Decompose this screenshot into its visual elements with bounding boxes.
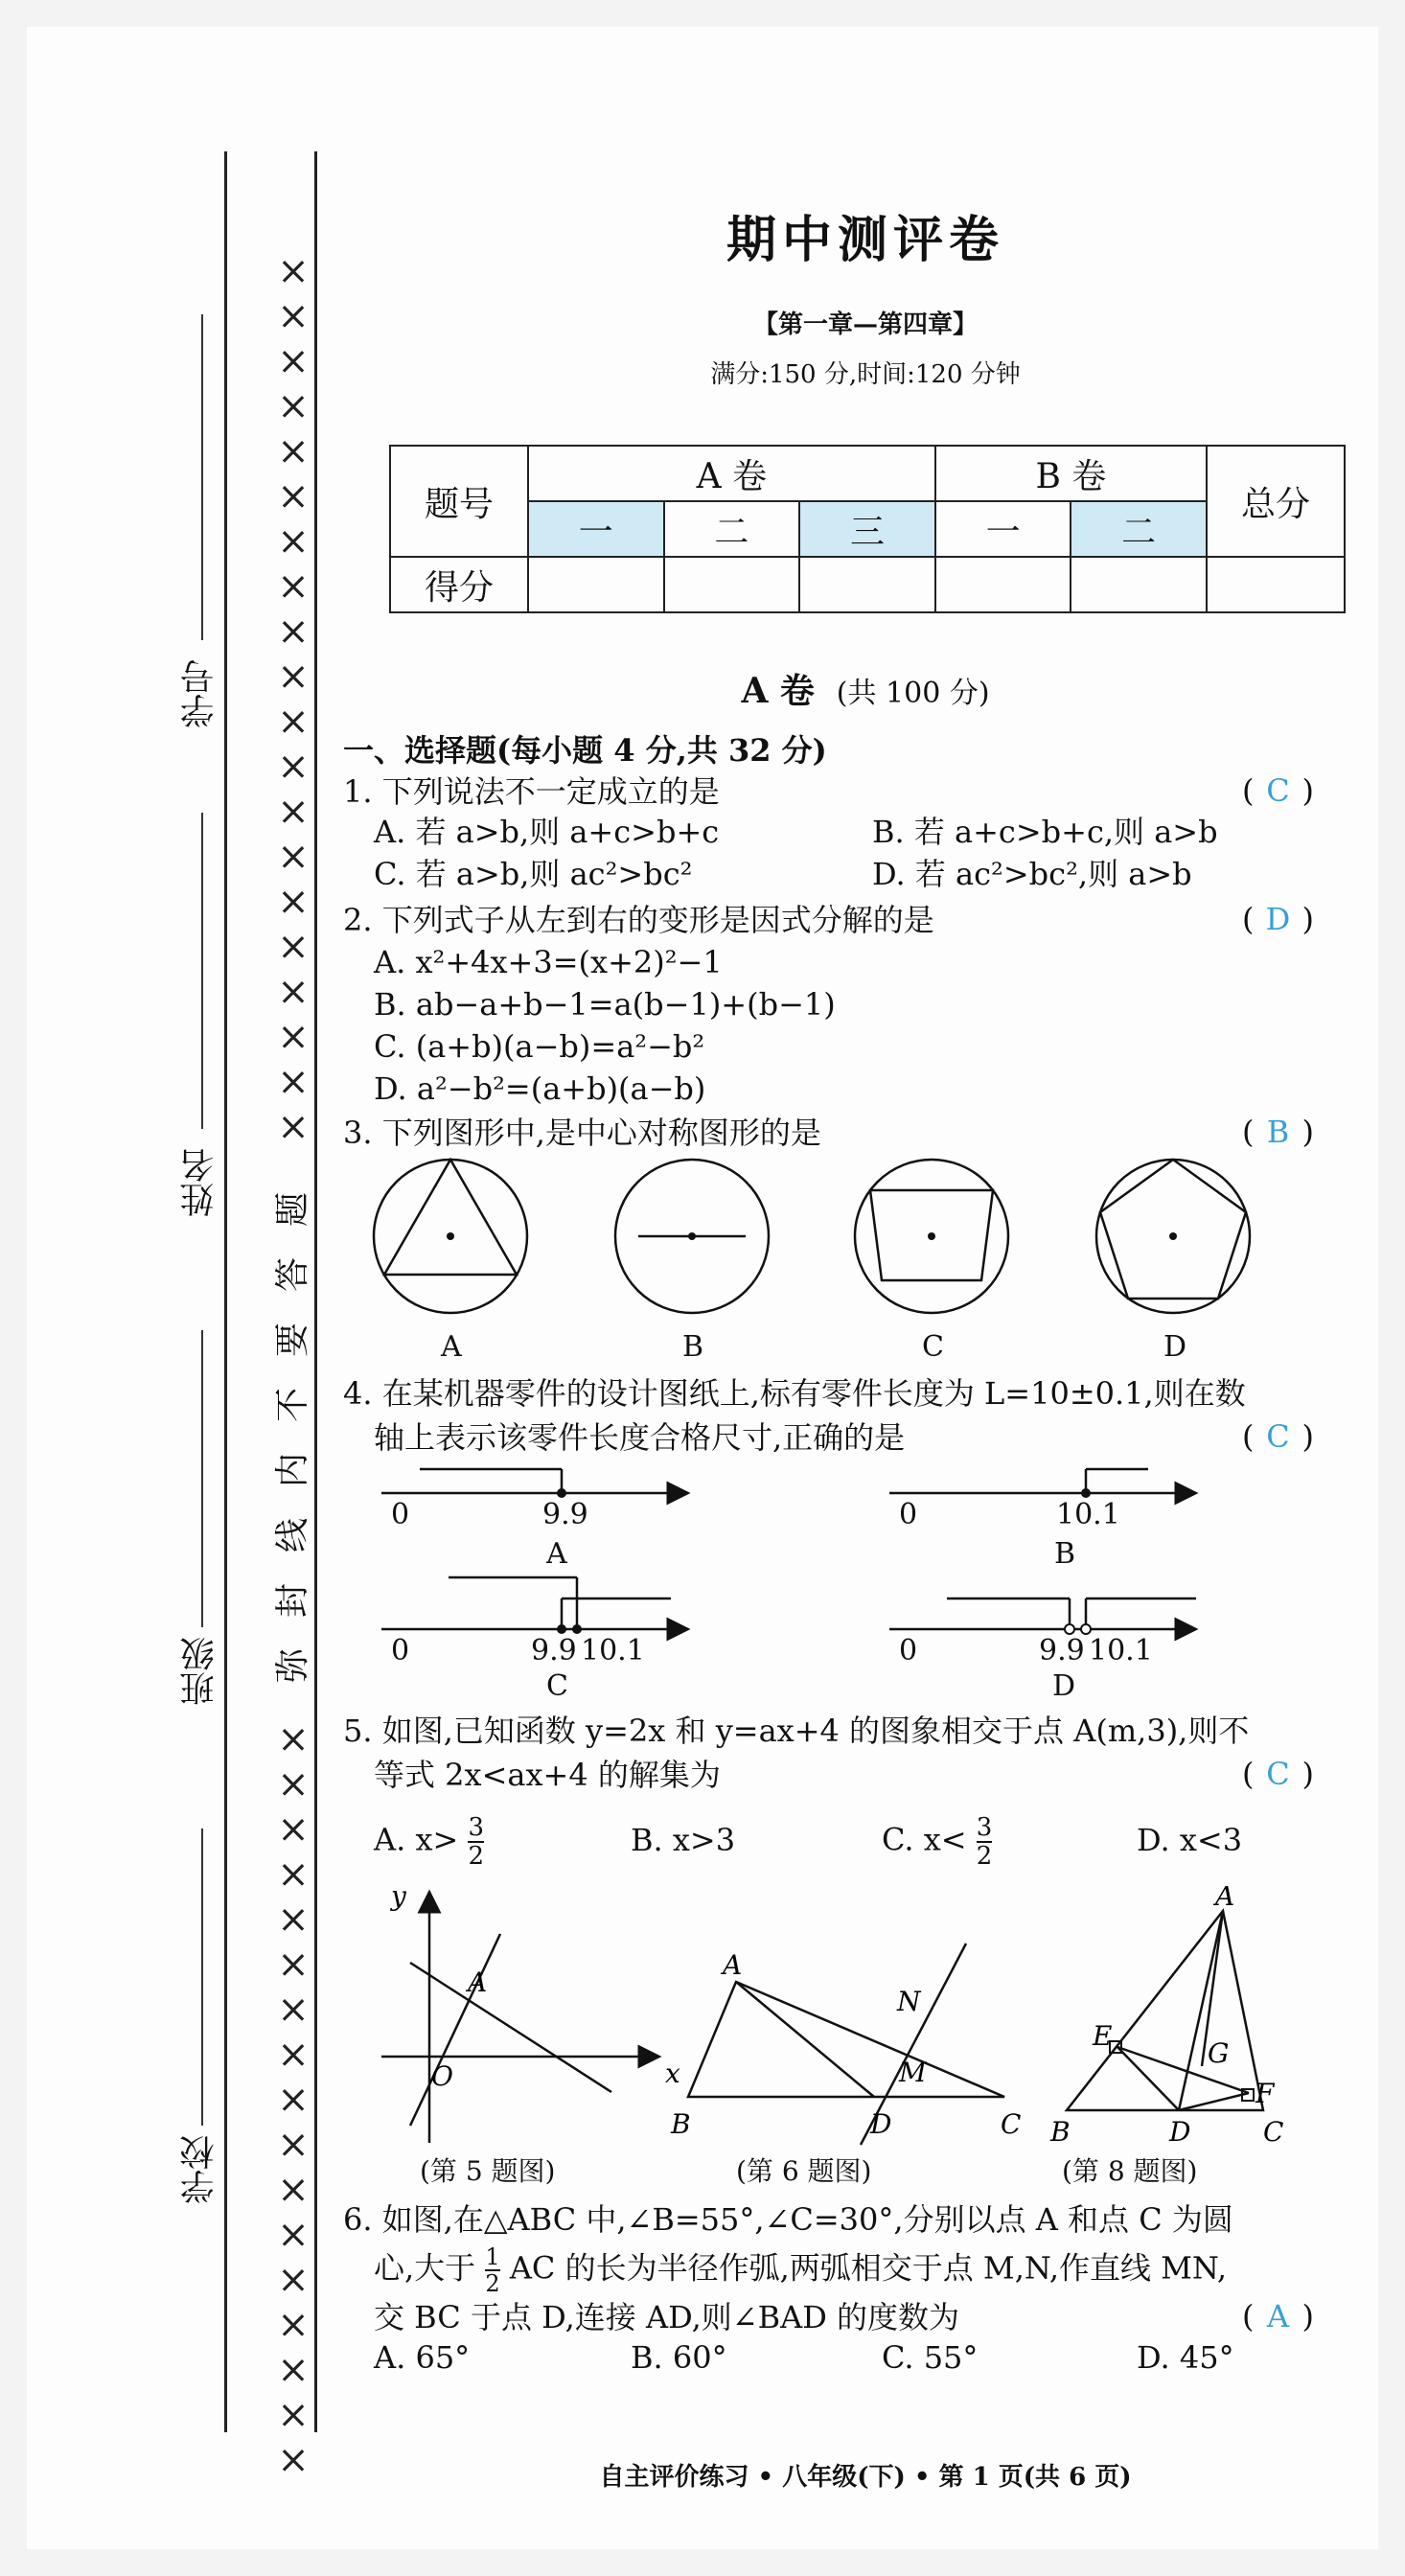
side-field-school: 学校 bbox=[180, 1828, 247, 2231]
q1-option-d: D. 若 ac²>bc²,则 a>b bbox=[872, 856, 1192, 892]
score-col-a2: 二 bbox=[664, 501, 800, 557]
q6-option-b: B. 60° bbox=[631, 2339, 727, 2376]
score-table bbox=[389, 445, 1346, 613]
fig6-caption: (第 6 题图) bbox=[736, 2155, 872, 2187]
chapter-range: 【第一章—第四章】 bbox=[752, 310, 978, 339]
q4a-value: 9.9 bbox=[542, 1498, 588, 1531]
fig8-triangle bbox=[1049, 1886, 1283, 2148]
fig6-label-c: C bbox=[1001, 2108, 1022, 2140]
q1-option-c: C. 若 a>b,则 ac²>bc² bbox=[374, 856, 693, 892]
page-title: 期中测评卷 bbox=[726, 211, 1004, 269]
q3-label-c: C bbox=[922, 1330, 944, 1364]
q4c-zero: 0 bbox=[391, 1634, 410, 1668]
fig8-label-a: A bbox=[1215, 1886, 1235, 1912]
score-cell[interactable] bbox=[1207, 557, 1345, 612]
q2-option-b: B. ab−a+b−1=a(b−1)+(b−1) bbox=[374, 986, 836, 1023]
fig8-label-g: G bbox=[1208, 2037, 1230, 2069]
fig8-label-b: B bbox=[1050, 2116, 1071, 2148]
q3-label-b: B bbox=[682, 1330, 704, 1364]
q6-answer: ( A ) bbox=[1242, 2298, 1314, 2334]
fig8-label-f: F bbox=[1255, 2078, 1275, 2109]
q4-line-c bbox=[381, 1577, 688, 1634]
q5-option-b: B. x>3 bbox=[631, 1822, 736, 1858]
part1-heading: 一、选择题(每小题 4 分,共 32 分) bbox=[343, 732, 827, 769]
q1-stem: 1. 下列说法不一定成立的是 bbox=[343, 773, 720, 810]
q4c-value1: 9.9 bbox=[531, 1634, 577, 1668]
side-field-name: 姓名 bbox=[180, 813, 247, 1244]
q4d-value2: 10.1 bbox=[1089, 1634, 1153, 1668]
fig8-label-e: E bbox=[1093, 2020, 1113, 2052]
q4a-label: A bbox=[546, 1537, 567, 1571]
exam-meta: 满分:150 分,时间:120 分钟 bbox=[710, 360, 1021, 389]
score-header-total: 总分 bbox=[1207, 446, 1345, 557]
fig8-label-c: C bbox=[1263, 2116, 1284, 2148]
q2-stem: 2. 下列式子从左到右的变形是因式分解的是 bbox=[343, 902, 934, 938]
q3-stem: 3. 下列图形中,是中心对称图形的是 bbox=[343, 1115, 821, 1151]
page-footer: 自主评价练习 • 八年级(下) • 第 1 页(共 6 页) bbox=[599, 2463, 1132, 2492]
exam-page bbox=[27, 27, 1378, 2549]
q4-answer: ( C ) bbox=[1242, 1418, 1314, 1455]
q2-option-a: A. x²+4x+3=(x+2)²−1 bbox=[374, 944, 723, 980]
q5-option-d: D. x<3 bbox=[1137, 1822, 1243, 1858]
q3-answer: ( B ) bbox=[1242, 1114, 1314, 1150]
fig6-label-n: N bbox=[897, 1986, 921, 2017]
q3-label-d: D bbox=[1163, 1330, 1187, 1364]
q6-option-a: A. 65° bbox=[374, 2339, 471, 2376]
score-cell[interactable] bbox=[935, 557, 1071, 612]
fig5-label-y: y bbox=[391, 1886, 406, 1912]
q4d-zero: 0 bbox=[899, 1634, 918, 1668]
q4-line-b bbox=[889, 1469, 1196, 1498]
section-a-heading: A 卷 (共 100 分) bbox=[741, 671, 990, 711]
q4-stem-line1: 4. 在某机器零件的设计图纸上,标有零件长度为 L=10±0.1,则在数 bbox=[343, 1375, 1246, 1412]
q5-stem-line2: 等式 2x<ax+4 的解集为 bbox=[374, 1757, 721, 1793]
fig5-caption: (第 5 题图) bbox=[420, 2155, 556, 2187]
fig6-label-m: M bbox=[899, 2057, 927, 2088]
score-col-a1: 一 bbox=[528, 501, 664, 557]
q2-option-c: C. (a+b)(a−b)=a²−b² bbox=[374, 1028, 705, 1065]
q4b-zero: 0 bbox=[899, 1498, 918, 1531]
q1-answer: ( C ) bbox=[1242, 772, 1314, 809]
q4d-value1: 9.9 bbox=[1039, 1634, 1085, 1668]
fig5-label-a: A bbox=[468, 1966, 488, 1998]
q6-stem-line2: 心,大于 $\frac{1}{2}$ AC 的长为半径作弧,两弧相交于点 M,N,作直线 MN, bbox=[374, 2243, 1228, 2297]
score-header-a: A 卷 bbox=[528, 446, 935, 501]
score-cell[interactable] bbox=[664, 557, 800, 612]
fig5-label-o: O bbox=[431, 2060, 453, 2092]
seal-text: 题 答 要 不 内 线 封 弥 bbox=[273, 1192, 312, 1684]
q4c-label: C bbox=[546, 1669, 568, 1703]
score-header-qnum: 题号 bbox=[390, 446, 528, 557]
fig6-label-b: B bbox=[671, 2108, 691, 2140]
seal-x-top: × × × × × × × × × × × × × × × × × × × × bbox=[277, 249, 310, 1149]
q4-line-d bbox=[889, 1598, 1196, 1634]
q4b-label: B bbox=[1054, 1537, 1076, 1571]
q6-stem-line1: 6. 如图,在△ABC 中,∠B=55°,∠C=30°,分别以点 A 和点 C 为圆 bbox=[343, 2201, 1233, 2238]
q6-option-d: D. 45° bbox=[1137, 2339, 1234, 2376]
q1-option-a: A. 若 a>b,则 a+c>b+c bbox=[374, 814, 720, 850]
q6-option-c: C. 55° bbox=[882, 2339, 979, 2376]
q5-answer: ( C ) bbox=[1242, 1756, 1314, 1792]
fig6-label-a: A bbox=[723, 1949, 743, 1981]
q4-stem-line2: 轴上表示该零件长度合格尺寸,正确的是 bbox=[374, 1419, 906, 1456]
q5-stem-line1: 5. 如图,已知函数 y=2x 和 y=ax+4 的图象相交于点 A(m,3),则不 bbox=[343, 1713, 1250, 1749]
q1-option-b: B. 若 a+c>b+c,则 a>b bbox=[872, 814, 1218, 850]
q3-label-a: A bbox=[441, 1330, 462, 1364]
q3-figure-d bbox=[1096, 1160, 1250, 1313]
q4d-label: D bbox=[1052, 1669, 1076, 1703]
q2-answer: ( D ) bbox=[1242, 901, 1314, 937]
q3-figures bbox=[372, 1158, 1369, 1359]
q6-stem-line3: 交 BC 于点 D,连接 AD,则∠BAD 的度数为 bbox=[374, 2299, 960, 2335]
score-cell[interactable] bbox=[528, 557, 664, 612]
fig5-graph bbox=[381, 1886, 680, 2143]
q4a-zero: 0 bbox=[391, 1498, 410, 1531]
fig6-triangle bbox=[670, 1944, 1021, 2145]
score-col-b1: 一 bbox=[935, 501, 1071, 557]
score-row-label: 得分 bbox=[390, 557, 528, 612]
q4c-value2: 10.1 bbox=[581, 1634, 645, 1668]
score-header-b: B 卷 bbox=[935, 446, 1207, 501]
side-field-class: 班级 bbox=[180, 1330, 247, 1733]
fig6-label-d: D bbox=[870, 2108, 892, 2140]
score-col-a3: 三 bbox=[799, 501, 935, 557]
score-cell[interactable] bbox=[1071, 557, 1207, 612]
seal-x-bottom: × × × × × × × × × × × × × × × × × bbox=[277, 1717, 310, 2482]
fig8-caption: (第 8 题图) bbox=[1062, 2155, 1198, 2187]
q4-line-a bbox=[381, 1469, 688, 1498]
score-col-b2: 二 bbox=[1071, 501, 1207, 557]
fig5-label-x: x bbox=[665, 2058, 680, 2089]
q3-figure-c bbox=[855, 1160, 1008, 1313]
score-cell[interactable] bbox=[799, 557, 935, 612]
q4b-value: 10.1 bbox=[1056, 1498, 1120, 1531]
q2-option-d: D. a²−b²=(a+b)(a−b) bbox=[374, 1070, 706, 1107]
fig8-label-d: D bbox=[1169, 2116, 1191, 2148]
side-field-number: 学号 bbox=[180, 314, 247, 746]
q3-figure-b bbox=[615, 1160, 769, 1313]
q5-option-c: C. x< $\frac{3}{2}$ bbox=[882, 1813, 993, 1871]
q3-figure-a bbox=[374, 1160, 527, 1313]
q5-option-a: A. x> $\frac{3}{2}$ bbox=[374, 1813, 485, 1871]
